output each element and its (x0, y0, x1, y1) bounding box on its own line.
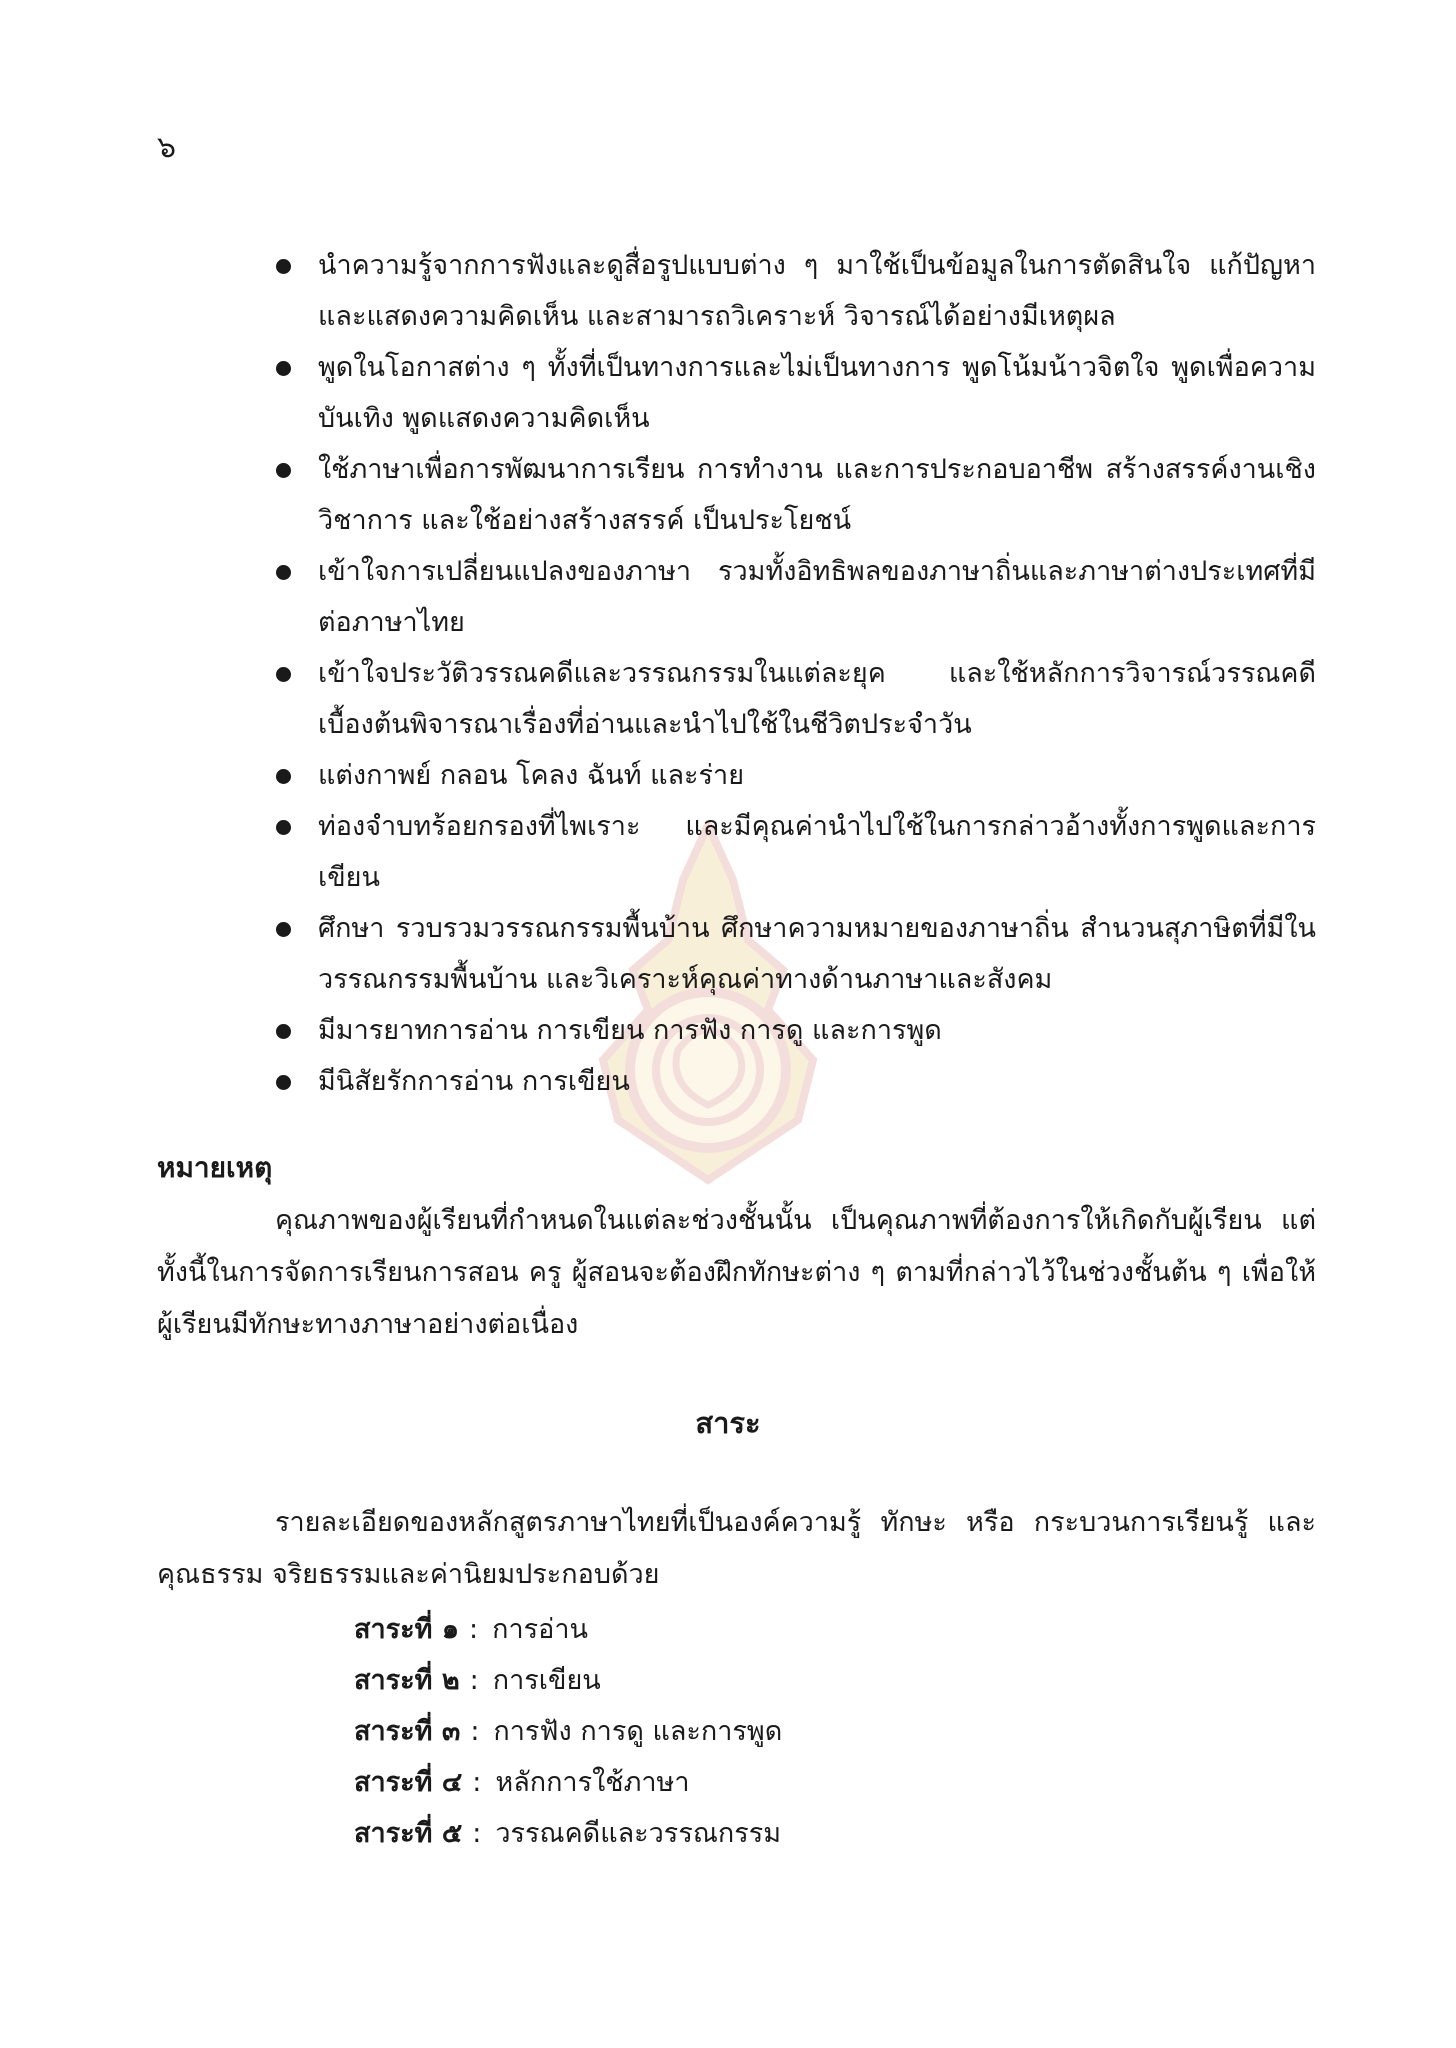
strand-text: วรรณคดีและวรรณกรรม (495, 1818, 782, 1849)
bullet-icon (276, 259, 291, 274)
bullet-icon (276, 463, 291, 478)
bullet-icon (276, 769, 291, 784)
list-item (276, 546, 1316, 648)
strand-item (354, 1706, 782, 1757)
strand-separator: : (468, 1614, 479, 1645)
strand-text: การเขียน (492, 1665, 601, 1696)
list-item-text: มีนิสัยรักการอ่าน การเขียน (318, 1066, 630, 1097)
strand-separator: : (472, 1818, 482, 1849)
strand-label: สาระที่ ๔ (354, 1767, 463, 1798)
learner-quality-list (276, 240, 1316, 1107)
strand-separator: : (470, 1716, 480, 1747)
strand-label: สาระที่ ๕ (354, 1818, 463, 1849)
bullet-icon (276, 667, 291, 682)
bullet-icon (276, 1024, 291, 1039)
list-item-text: นำความรู้จากการฟังและดูสื่อรูปแบบต่าง ๆ มาใช้เป็นข้อมูลในการตัดสินใจ แก้ปัญหา และแสดงความคิดเห็น และสามารถวิเคราะห์ วิจารณ์ได้อย่างมีเหตุผล (318, 250, 1316, 332)
strand-item (354, 1604, 782, 1655)
list-item-text: ท่องจำบทร้อยกรองที่ไพเราะ และมีคุณค่านำไปใช้ในการกล่าวอ้างทั้งการพูดและการเขียน (318, 811, 1316, 893)
bullet-icon (276, 820, 291, 835)
list-item-text: ใช้ภาษาเพื่อการพัฒนาการเรียน การทำงาน และการประกอบอาชีพ สร้างสรรค์งานเชิงวิชาการ และใช้อย่างสร้างสรรค์ เป็นประโยชน์ (318, 454, 1316, 536)
bullet-icon (276, 922, 291, 937)
list-item-text: พูดในโอกาสต่าง ๆ ทั้งที่เป็นทางการและไม่เป็นทางการ พูดโน้มน้าวจิตใจ พูดเพื่อความบันเทิง พูดแสดงความคิดเห็น (318, 352, 1316, 434)
list-item-text: ศึกษา รวบรวมวรรณกรรมพื้นบ้าน ศึกษาความหมายของภาษาถิ่น สำนวนสุภาษิตที่มีในวรรณกรรมพื้นบ้าน และวิเคราะห์คุณค่าทางด้านภาษาและสังคม (318, 913, 1316, 995)
page-number: ๖ (157, 130, 177, 165)
list-item (276, 648, 1316, 750)
bullet-icon (276, 361, 291, 376)
list-item (276, 1056, 1316, 1107)
strand-item (354, 1808, 782, 1859)
list-item (276, 240, 1316, 342)
list-item-text: เข้าใจการเปลี่ยนแปลงของภาษา รวมทั้งอิทธิพลของภาษาถิ่นและภาษาต่างประเทศที่มีต่อภาษาไทย (318, 556, 1316, 638)
strand-item (354, 1757, 782, 1808)
list-item (276, 903, 1316, 1005)
bullet-icon (276, 565, 291, 580)
list-item-text: เข้าใจประวัติวรรณคดีและวรรณกรรมในแต่ละยุค และใช้หลักการวิจารณ์วรรณคดีเบื้องต้นพิจารณาเรื่องที่อ่านและนำไปใช้ในชีวิตประจำวัน (318, 658, 1316, 740)
list-item (276, 801, 1316, 903)
strand-list (354, 1604, 782, 1859)
strand-text: การอ่าน (492, 1614, 588, 1645)
strand-item (354, 1655, 782, 1706)
list-item-text: มีมารยาทการอ่าน การเขียน การฟัง การดู และการพูด (318, 1015, 942, 1046)
strand-label: สาระที่ ๓ (354, 1716, 461, 1747)
strand-label: สาระที่ ๒ (354, 1665, 460, 1696)
strand-text: หลักการใช้ภาษา (495, 1767, 690, 1798)
list-item (276, 342, 1316, 444)
strand-text: การฟัง การดู และการพูด (493, 1716, 783, 1747)
list-item (276, 1005, 1316, 1056)
bullet-icon (276, 1075, 291, 1090)
note-paragraph: คุณภาพของผู้เรียนที่กำหนดในแต่ละช่วงชั้นนั้น เป็นคุณภาพที่ต้องการให้เกิดกับผู้เรียน แต่ทั้งนี้ในการจัดการเรียนการสอน ครู ผู้สอนจะต้องฝึกทักษะต่าง ๆ ตามที่กล่าวไว้ในช่วงชั้นต้น ๆ เพื่อให้ผู้เรียนมีทักษะทางภาษาอย่างต่อเนื่อง (157, 1205, 1316, 1340)
list-item-text: แต่งกาพย์ กลอน โคลง ฉันท์ และร่าย (318, 760, 745, 791)
list-item (276, 444, 1316, 546)
strand-separator: : (469, 1665, 479, 1696)
strand-separator: : (472, 1767, 482, 1798)
section-title: สาระ (695, 1406, 761, 1440)
note-heading: หมายเหตุ (157, 1151, 273, 1184)
section-intro: รายละเอียดของหลักสูตรภาษาไทยที่เป็นองค์ความรู้ ทักษะ หรือ กระบวนการเรียนรู้ และคุณธรรม จริยธรรมและค่านิยมประกอบด้วย (157, 1507, 1316, 1590)
list-item (276, 750, 1316, 801)
strand-label: สาระที่ ๑ (354, 1614, 459, 1645)
